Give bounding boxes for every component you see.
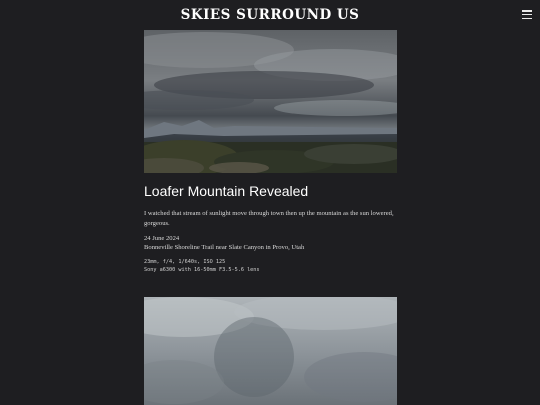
site-header	[0, 0, 540, 30]
post-camera: Sony a6300 with 16-50mm F3.5-5.6 lens	[144, 267, 260, 273]
post-date: 24 June 2024	[144, 235, 180, 242]
post-photo[interactable]	[144, 297, 397, 405]
post-location: Bonneville Shoreline Trail near Slate Canyon in Provo, Utah	[144, 244, 305, 251]
post-exif: 23mm, f/4, 1/640s, ISO 125	[144, 259, 226, 265]
hamburger-menu-icon[interactable]	[522, 8, 532, 20]
menu-line	[522, 18, 532, 20]
post-description: I watched that stream of sunlight move through town then up the mountain as the sun lowered, gorgeous.	[144, 210, 394, 227]
menu-line	[522, 10, 532, 12]
menu-line	[522, 14, 532, 16]
site-title-link[interactable]: SKIES SURROUND US	[180, 7, 360, 23]
post-photo-image	[144, 30, 397, 173]
post-title[interactable]: Loafer Mountain Revealed	[144, 183, 309, 199]
post-photo-image	[144, 297, 397, 405]
post-photo[interactable]	[144, 30, 397, 173]
